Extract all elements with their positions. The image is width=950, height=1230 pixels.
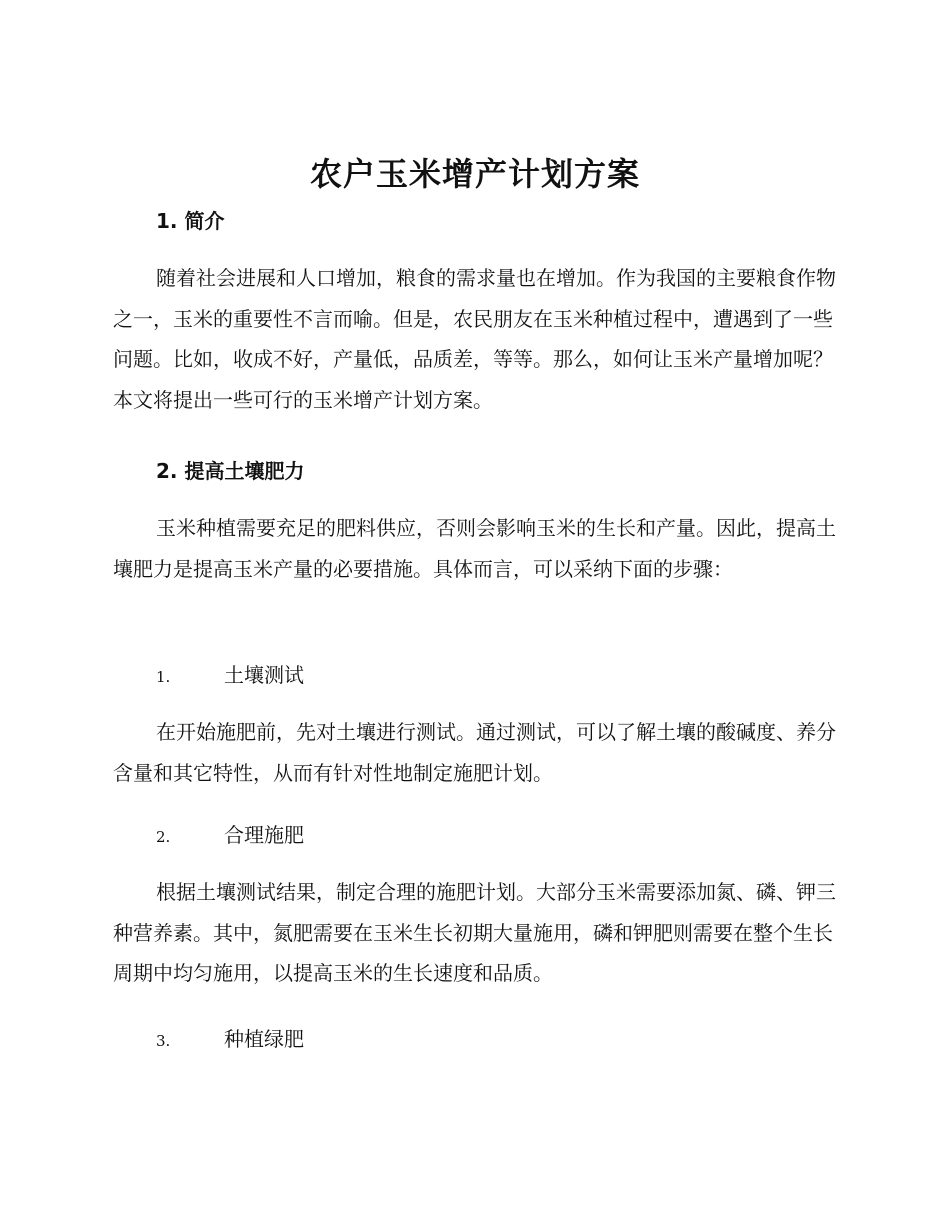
- paragraph-rational-fertilization: 根据土壤测试结果，制定合理的施肥计划。大部分玉米需要添加氮、磷、钾三种营养素。其中，氮肥需要在玉米生长初期大量施用，磷和钾肥则需要在整个生长周期中均匀施用，以提高玉米的生长速度和品质。: [113, 880, 836, 985]
- paragraph-soil-fertility-intro: 玉米种植需要充足的肥料供应，否则会影响玉米的生长和产量。因此，提高土壤肥力是提高玉米产量的必要措施。具体而言，可以采纳下面的步骤：: [113, 516, 836, 581]
- section-heading-soil-fertility: 2. 提高土壤肥力: [156, 459, 305, 483]
- document-title: 农户玉米增产计划方案: [309, 155, 640, 193]
- list-item-soil-testing: [156, 660, 304, 692]
- list-item-title: 种植绿肥: [224, 1027, 304, 1051]
- list-item-number: 2.: [156, 828, 171, 846]
- list-item-title: 合理施肥: [224, 823, 304, 847]
- section-heading-introduction: 1. 简介: [156, 209, 225, 233]
- paragraph-soil-testing: 在开始施肥前，先对土壤进行测试。通过测试，可以了解土壤的酸碱度、养分含量和其它特性，从而有针对性地制定施肥计划。: [113, 720, 836, 785]
- list-item-green-manure: [156, 1024, 304, 1056]
- list-item-rational-fertilization: [156, 820, 304, 852]
- paragraph-introduction: 随着社会进展和人口增加，粮食的需求量也在增加。作为我国的主要粮食作物之一，玉米的重要性不言而喻。但是，农民朋友在玉米种植过程中，遭遇到了一些问题。比如，收成不好，产量低，品质差，等等。那么，如何让玉米产量增加呢？本文将提出一些可行的玉米增产计划方案。: [113, 266, 836, 412]
- list-item-number: 1.: [156, 668, 171, 686]
- list-item-title: 土壤测试: [224, 663, 304, 687]
- list-item-number: 3.: [156, 1032, 171, 1050]
